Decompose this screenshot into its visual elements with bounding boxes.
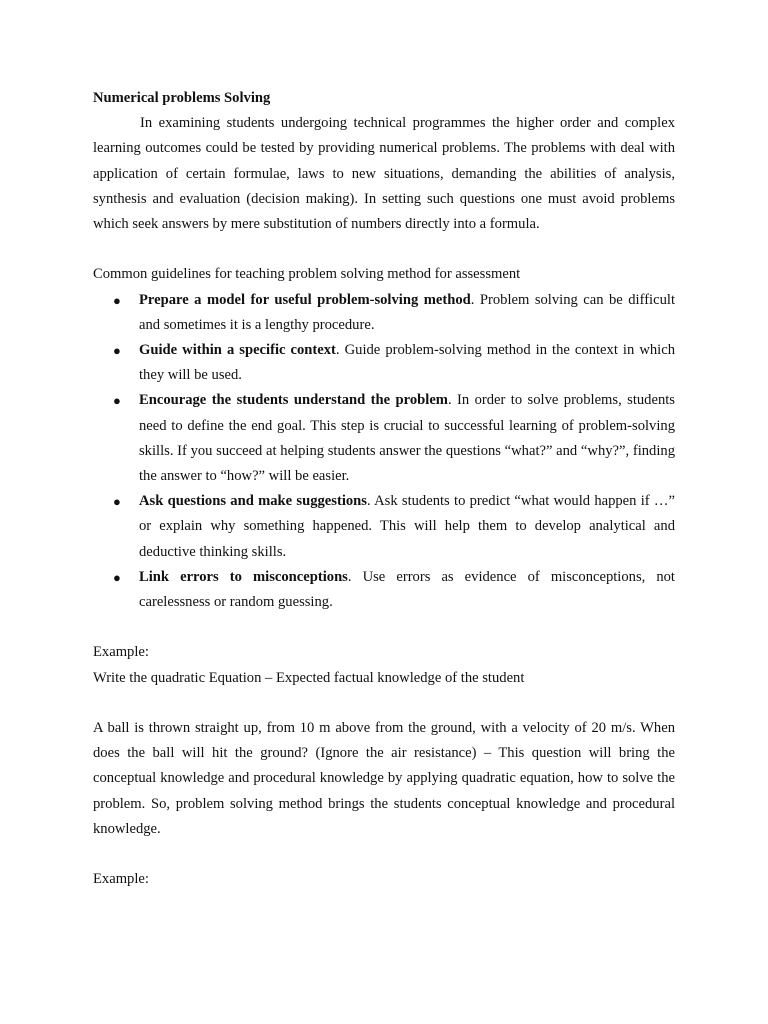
bullet-icon: ●: [113, 343, 121, 359]
guideline-text: . Use errors as evidence of misconceptions, not carelessness or random guessing.: [139, 568, 675, 611]
guideline-title: Ask questions and make suggestions: [139, 493, 367, 510]
guideline-title: Link errors to misconceptions: [139, 568, 348, 585]
spacer: [93, 237, 675, 262]
example-line: Write the quadratic Equation – Expected factual knowledge of the student: [93, 669, 525, 686]
spacer: [93, 842, 675, 867]
guidelines-intro: Common guidelines for teaching problem solving method for assessment: [93, 266, 521, 283]
guideline-text: . Ask students to predict “what would happen if …” or explain why something happened. This will help them to develop analytical and deductive thinking skills.: [139, 493, 675, 560]
guideline-text: . Problem solving can be difficult and sometimes it is a lengthy procedure.: [139, 291, 675, 333]
list-item: [93, 388, 675, 489]
example-paragraph: A ball is thrown straight up, from 10 m above from the ground, with a velocity of 20 m/s. When does the ball will hit the ground? (Ignore the air resistance) – This question will bring the conceptual knowledge and procedural knowledge by applying quadratic equation, how to solve the problem. So, problem solving method brings the students conceptual knowledge and procedural knowledge.: [93, 720, 675, 837]
list-item: [93, 288, 675, 338]
bullet-icon: ●: [113, 393, 121, 409]
example-label: Example:: [93, 871, 149, 888]
bullet-icon: ●: [113, 569, 121, 585]
section-heading: Numerical problems Solving: [93, 90, 271, 106]
spacer: [93, 615, 675, 640]
list-item: [93, 338, 675, 388]
list-item: [93, 489, 675, 565]
guidelines-list: [93, 288, 675, 616]
document-page: [93, 86, 675, 892]
guideline-title: Guide within a specific context: [139, 342, 336, 359]
intro-paragraph: In examining students undergoing technical programmes the higher order and complex learning outcomes could be tested by providing numerical problems. The problems with deal with application of certain formulae, laws to new situations, demanding the abilities of analysis, synthesis and evaluation (decision making). In setting such questions one must avoid problems which seek answers by mere substitution of numbers directly into a formula.: [93, 115, 675, 233]
guideline-text: . Guide problem-solving method in the context in which they will be used.: [139, 342, 675, 384]
spacer: [93, 691, 675, 716]
list-item: [93, 565, 675, 615]
example-label: Example:: [93, 644, 149, 661]
guideline-text: . In order to solve problems, students need to define the end goal. This step is crucial to successful learning of problem-solving skills. If you succeed at helping students answer the questions “what?” and “why?”, finding the answer to “how?” will be easier.: [139, 392, 675, 485]
bullet-icon: ●: [113, 292, 121, 308]
guideline-title: Prepare a model for useful problem-solving method: [139, 291, 471, 308]
guideline-title: Encourage the students understand the problem: [139, 392, 448, 409]
bullet-icon: ●: [113, 494, 121, 510]
